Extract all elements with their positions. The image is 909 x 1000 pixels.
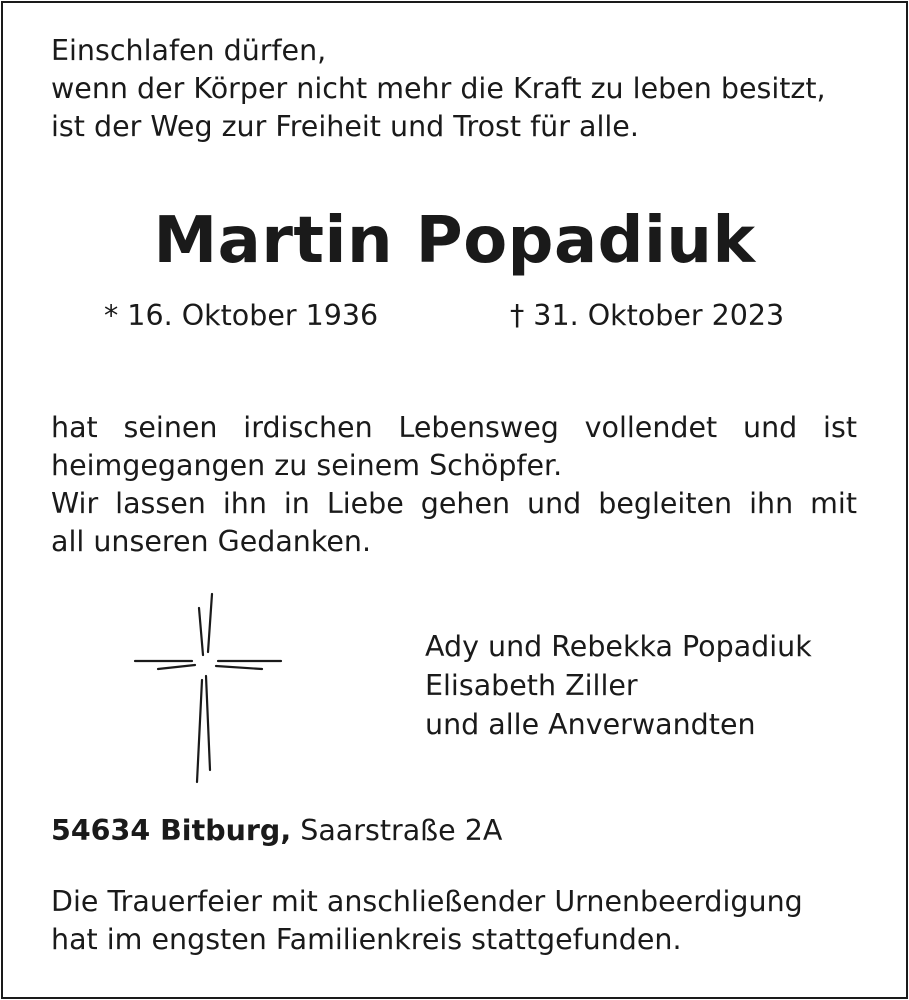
- ceremony-line-1: Die Trauerfeier mit anschließender Urnenbeerdigung: [51, 885, 803, 918]
- poem-line-3: ist der Weg zur Freiheit und Trost für alle.: [51, 110, 639, 143]
- address-city: 54634 Bitburg,: [51, 814, 292, 847]
- ceremony-line-2: hat im engsten Familienkreis stattgefunden.: [51, 923, 682, 956]
- poem-line-2: wenn der Körper nicht mehr die Kraft zu leben besitzt,: [51, 72, 826, 105]
- address-line: [51, 812, 502, 850]
- deceased-name: Martin Popadiuk: [153, 204, 756, 278]
- mourner-line-1: Ady und Rebekka Popadiuk: [425, 630, 812, 663]
- address-street: Saarstraße 2A: [300, 814, 503, 847]
- message-line-2: heimgegangen zu seinem Schöpfer.: [51, 449, 563, 482]
- message-line-4: all unseren Gedanken.: [51, 525, 371, 558]
- message-line-1: hat seinen irdischen Lebensweg vollendet und ist: [51, 411, 857, 444]
- mourner-line-2: Elisabeth Ziller: [425, 669, 638, 702]
- birth-date: * 16. Oktober 1936: [104, 299, 379, 332]
- mourner-line-3: und alle Anverwandten: [425, 708, 756, 741]
- poem-line-1: Einschlafen dürfen,: [51, 34, 327, 67]
- death-date: † 31. Oktober 2023: [510, 299, 785, 332]
- cross-icon: [130, 590, 285, 785]
- message-line-3: Wir lassen ihn in Liebe gehen und begleiten ihn mit: [51, 487, 857, 520]
